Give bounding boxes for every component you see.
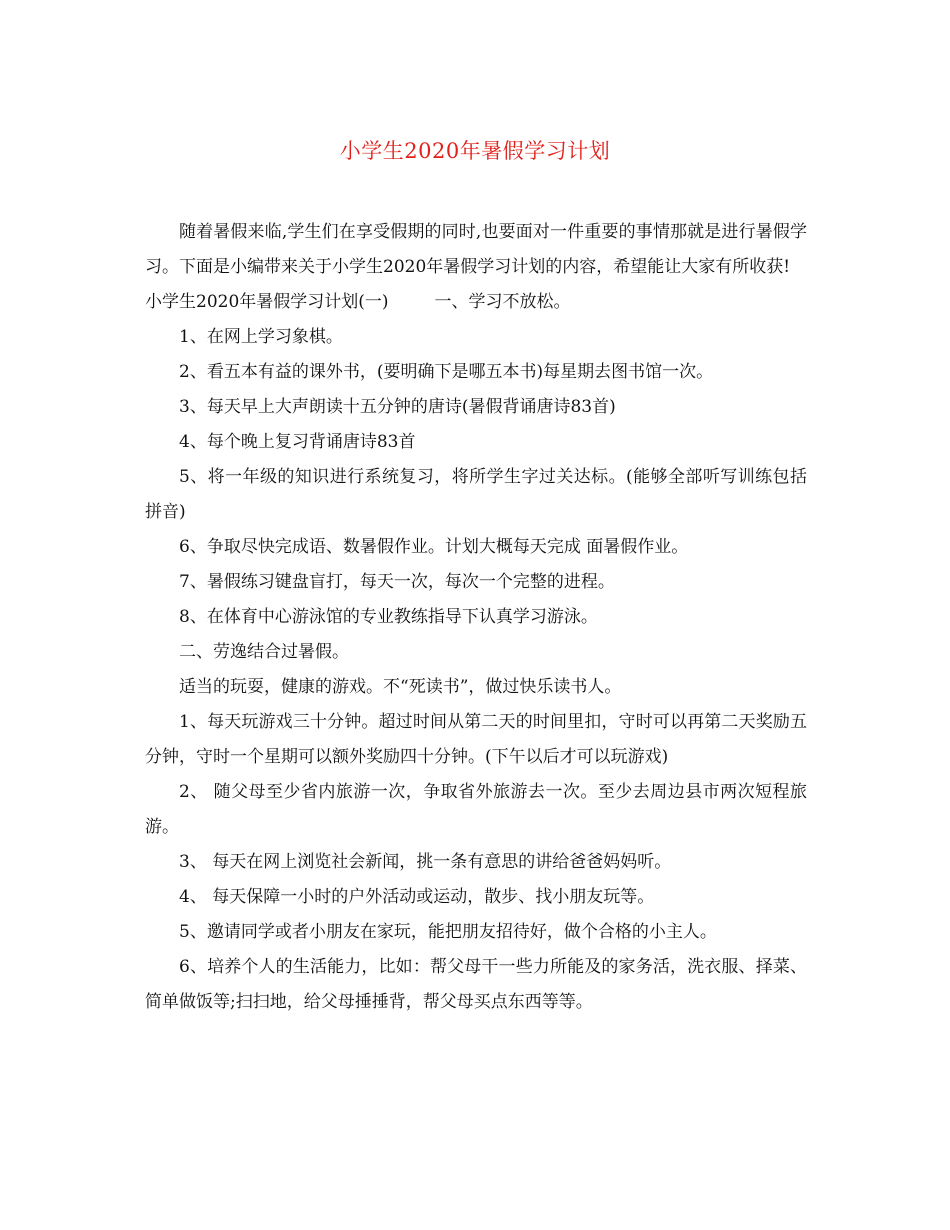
list-item: 2、看五本有益的课外书，(要明确下是哪五本书)每星期去图书馆一次。 [179,362,714,382]
list-item: 7、暑假练习键盘盲打，每天一次，每次一个完整的进程。 [179,572,615,592]
list-item: 4、每个晚上复习背诵唐诗83首 [179,432,416,452]
plan-subheading [145,285,807,320]
intro-paragraph: 随着暑假来临,学生们在享受假期的同时,也要面对一件重要的事情那就是进行暑假学习。下面是小编带来关于小学生2020年暑假学习计划的内容，希望能让大家有所收获! [145,222,807,277]
list-item: 1、每天玩游戏三十分钟。超过时间从第二天的时间里扣，守时可以再第二天奖励五分钟，守时一个星期可以额外奖励四十分钟。(下午以后才可以玩游戏) [145,712,807,767]
list-item: 8、在体育中心游泳馆的专业教练指导下认真学习游泳。 [179,607,598,627]
list-item: 3、 每天在网上浏览社会新闻，挑一条有意思的讲给爸爸妈妈听。 [179,852,672,872]
list-item: 2、 随父母至少省内旅游一次，争取省外旅游去一次。至少去周边县市两次短程旅游。 [145,782,807,837]
list-item: 4、 每天保障一小时的户外活动或运动，散步、找小朋友玩等。 [179,887,655,907]
list-item: 1、在网上学习象棋。 [179,327,343,347]
plan-part-title: 小学生2020年暑假学习计划(一) [145,292,389,312]
document-title: 小学生2020年暑假学习计划 [339,139,611,163]
list-item: 6、争取尽快完成语、数暑假作业。计划大概每天完成 面暑假作业。 [179,537,689,557]
list-item: 6、培养个人的生活能力，比如：帮父母干一些力所能及的家务活，洗衣服、择菜、简单做饭等;扫扫地，给父母捶捶背，帮父母买点东西等等。 [145,957,807,1012]
list-item: 5、将一年级的知识进行系统复习，将所学生字过关达标。(能够全部听写训练包括拼音) [145,467,807,522]
document-body [145,215,807,1020]
list-item: 3、每天早上大声朗读十五分钟的唐诗(暑假背诵唐诗83首) [179,397,616,417]
section-one-heading: 一、学习不放松。 [434,292,571,312]
section-two-heading: 二、劳逸结合过暑假。 [179,642,349,662]
list-item: 5、邀请同学或者小朋友在家玩，能把朋友招待好，做个合格的小主人。 [179,922,717,942]
section-two-intro: 适当的玩耍，健康的游戏。不“死读书”，做过快乐读书人。 [179,677,622,697]
